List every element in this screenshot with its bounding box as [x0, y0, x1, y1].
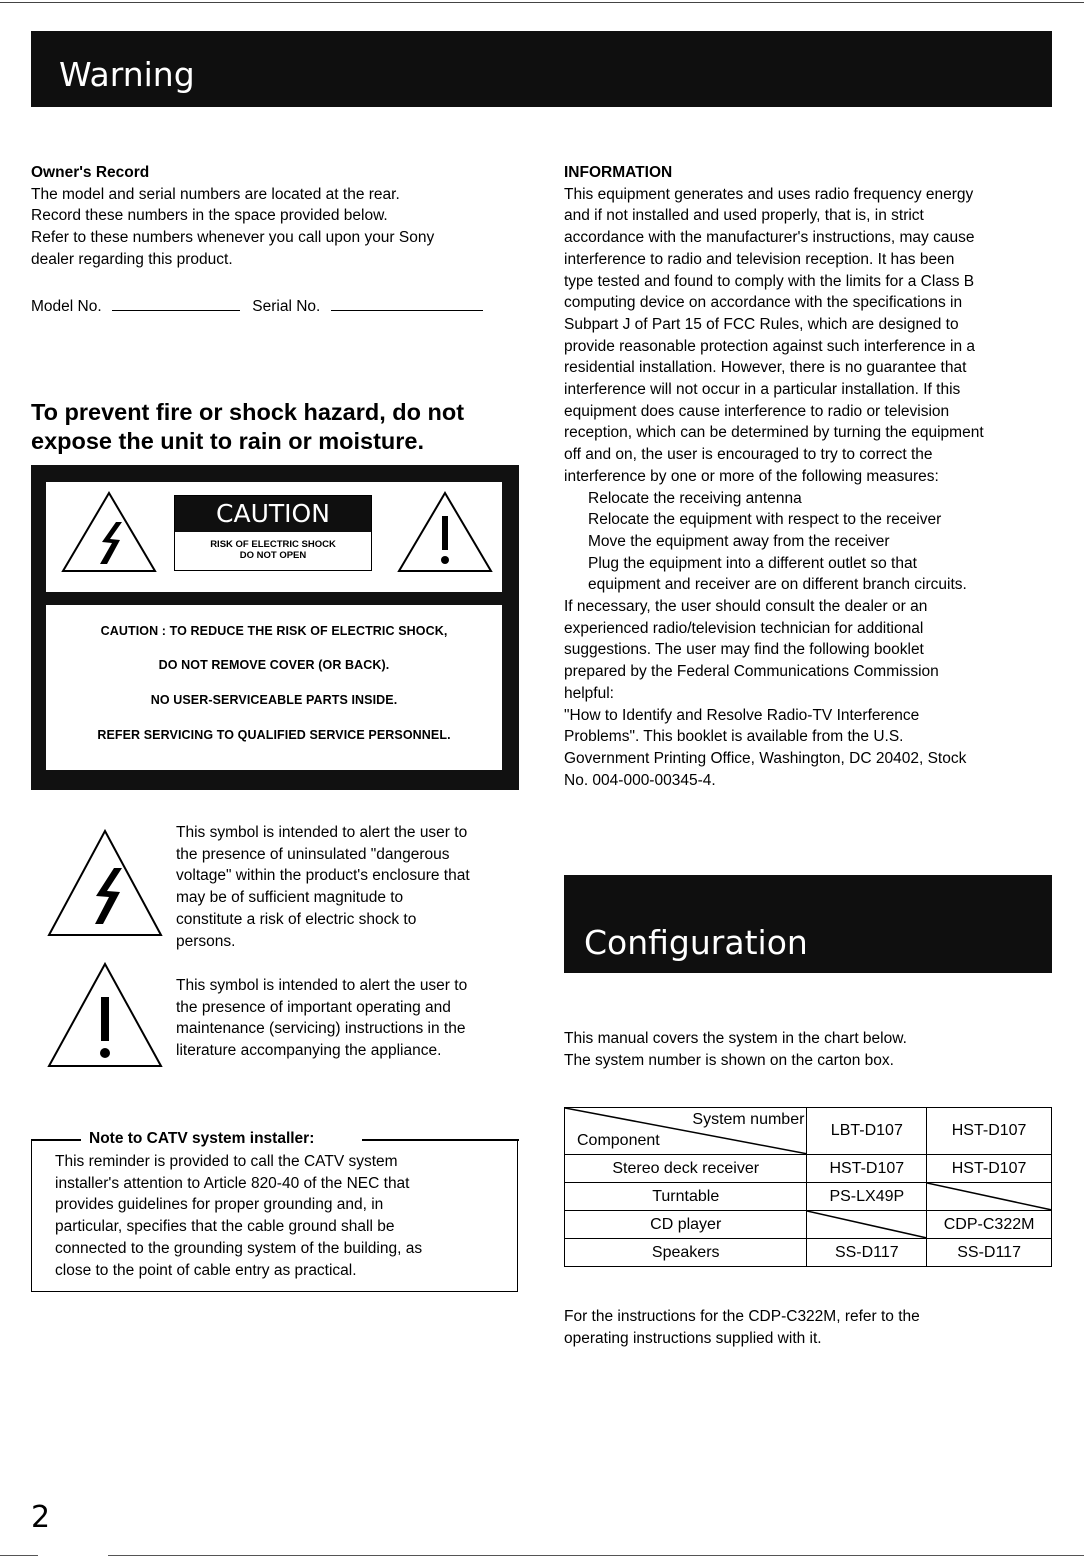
model-serial-row — [31, 296, 531, 318]
information-line: interference by one or more of the following measures: — [564, 467, 939, 485]
top-rule — [0, 2, 1084, 3]
configuration-footer-line: For the instructions for the CDP-C322M, refer to the — [564, 1308, 920, 1325]
configuration-intro-line: The system number is shown on the carton box. — [564, 1051, 894, 1069]
information-line: experienced radio/television technician for additional — [564, 619, 924, 637]
owners-record — [31, 162, 531, 271]
owners-record-line: dealer regarding this product. — [31, 250, 233, 268]
caution-sub2: DO NOT OPEN — [239, 550, 307, 561]
symbol1-line: persons. — [176, 932, 236, 950]
symbol2-description — [176, 975, 521, 1062]
fire-warning — [31, 398, 531, 456]
information-line: Subpart J of Part 15 of FCC Rules, which are designed to — [564, 315, 959, 333]
model-number-blank — [112, 296, 240, 311]
configuration-footer — [564, 1306, 1064, 1349]
symbol2-line: maintenance (servicing) instructions in the — [176, 1020, 466, 1038]
table-header-row — [565, 1108, 1052, 1155]
symbol1-line: This symbol is intended to alert the user to — [176, 824, 468, 841]
information-line: and if not installed and used properly, that is, in strict — [564, 207, 924, 225]
configuration-intro-line: This manual covers the system in the chart below. — [564, 1030, 907, 1047]
table-cell-empty — [927, 1183, 1052, 1211]
information-line: No. 004-000-00345-4. — [564, 771, 716, 789]
serial-label: Serial No. — [252, 298, 321, 315]
information-line: suggestions. The user may find the following booklet — [564, 641, 924, 659]
information-line: Problems". This booklet is available from the U.S. — [564, 728, 904, 746]
caution-line: DO NOT REMOVE COVER (OR BACK). — [158, 658, 390, 672]
configuration-banner-title: Configuration — [584, 923, 808, 962]
catv-note — [31, 1128, 519, 1294]
serial-number-blank — [331, 296, 483, 311]
information-line: If necessary, the user should consult the dealer or an — [564, 598, 928, 616]
symbol1-description — [176, 822, 521, 952]
table-row-component: Speakers — [565, 1239, 807, 1267]
configuration-footer-line: operating instructions supplied with it. — [564, 1329, 822, 1347]
configuration-banner — [564, 875, 1052, 973]
lightning-triangle-icon — [60, 490, 158, 574]
information-line: "How to Identify and Resolve Radio-TV Interference — [564, 706, 920, 724]
caution-label — [31, 465, 519, 790]
exclamation-triangle-icon — [396, 490, 494, 574]
symbol1-line: may be of sufficient magnitude to — [176, 889, 404, 907]
configuration-intro — [564, 1028, 1064, 1071]
table-empty-diagonal — [927, 1183, 1051, 1210]
lightning-triangle-icon — [46, 828, 164, 938]
table-row-component: CD player — [565, 1211, 807, 1239]
information-line: This equipment generates and uses radio frequency energy — [564, 185, 974, 203]
information-line: accordance with the manufacturer's instructions, may cause — [564, 229, 975, 247]
table-empty-diagonal — [807, 1211, 926, 1238]
caution-title: CAUTION — [216, 499, 330, 528]
symbol1-line: the presence of uninsulated "dangerous — [176, 845, 450, 863]
information-heading: INFORMATION — [564, 164, 673, 181]
table-corner-top: System number — [692, 1111, 805, 1128]
table-cell: HST-D107 — [807, 1155, 927, 1183]
owners-record-line: Record these numbers in the space provided below. — [31, 207, 388, 225]
catv-note-line: provides guidelines for proper grounding and, in — [55, 1196, 384, 1214]
table-column-header: HST-D107 — [927, 1108, 1052, 1155]
table-cell: PS-LX49P — [807, 1183, 927, 1211]
warning-banner — [31, 31, 1052, 107]
information-line: provide reasonable protection against such interference in a — [564, 337, 976, 355]
information-line: interference to radio and television reception. It has been — [564, 250, 955, 268]
bottom-rule — [108, 1555, 1084, 1556]
information-measure: equipment and receiver are on different branch circuits. — [588, 576, 967, 594]
information-line: prepared by the Federal Communications Commission — [564, 663, 939, 681]
symbol2-line: literature accompanying the appliance. — [176, 1042, 442, 1060]
information-line: helpful: — [564, 684, 614, 702]
owners-record-line: The model and serial numbers are located at the rear. — [31, 185, 400, 203]
exclamation-triangle-icon — [46, 961, 164, 1069]
symbol2-line: the presence of important operating and — [176, 998, 451, 1016]
caution-line: CAUTION : TO REDUCE THE RISK OF ELECTRIC SHOCK, — [100, 624, 448, 638]
caution-symbol-area — [46, 482, 502, 592]
table-column-header: LBT-D107 — [807, 1108, 927, 1155]
symbol2-line: This symbol is intended to alert the user to — [176, 977, 468, 994]
caution-line: NO USER-SERVICEABLE PARTS INSIDE. — [150, 693, 398, 707]
table-cell-empty — [807, 1211, 927, 1239]
caution-sub1: RISK OF ELECTRIC SHOCK — [210, 539, 336, 550]
page-number: 2 — [31, 1500, 51, 1535]
information-measure: Relocate the equipment with respect to the receiver — [588, 511, 942, 529]
catv-note-line: close to the point of cable entry as practical. — [55, 1261, 357, 1279]
caution-text-area — [46, 605, 502, 770]
information-line: residential installation. However, there is no guarantee that — [564, 359, 967, 377]
information-measure: Plug the equipment into a different outlet so that — [588, 554, 917, 572]
catv-note-line: connected to the grounding system of the building, as — [55, 1239, 423, 1257]
table-cell: SS-D117 — [807, 1239, 927, 1267]
catv-note-line: installer's attention to Article 820-40 of the NEC that — [55, 1174, 410, 1192]
caution-title-box — [174, 495, 372, 571]
table-row — [565, 1211, 1052, 1239]
catv-note-body — [55, 1151, 515, 1281]
model-label: Model No. — [31, 298, 102, 315]
information-line: equipment does cause interference to radio or television — [564, 402, 950, 420]
fire-warning-line2: expose the unit to rain or moisture. — [31, 428, 425, 454]
table-row-component: Turntable — [565, 1183, 807, 1211]
bottom-rule — [0, 1555, 38, 1556]
table-row-component: Stereo deck receiver — [565, 1155, 807, 1183]
table-cell: CDP-C322M — [927, 1211, 1052, 1239]
table-row — [565, 1155, 1052, 1183]
information-line: reception, which can be determined by turning the equipment — [564, 424, 984, 442]
caution-title-bar — [175, 496, 371, 532]
catv-note-line: This reminder is provided to call the CATV system — [55, 1153, 398, 1170]
warning-banner-title: Warning — [59, 55, 195, 94]
caution-line: REFER SERVICING TO QUALIFIED SERVICE PERSONNEL. — [97, 728, 451, 742]
catv-note-heading: Note to CATV system installer: — [89, 1130, 315, 1147]
symbol1-line: constitute a risk of electric shock to — [176, 910, 417, 928]
information-line: off and on, the user is encouraged to try to correct the — [564, 446, 933, 464]
information-measure: Move the equipment away from the receiver — [588, 532, 890, 550]
information-measure: Relocate the receiving antenna — [588, 489, 802, 507]
table-row — [565, 1239, 1052, 1267]
information-line: computing device on accordance with the specifications in — [564, 294, 963, 312]
information-section — [564, 162, 1064, 791]
table-corner-cell — [565, 1108, 807, 1155]
catv-note-line: particular, specifies that the cable ground shall be — [55, 1218, 395, 1236]
information-line: Government Printing Office, Washington, DC 20402, Stock — [564, 749, 967, 767]
table-corner-bottom: Component — [577, 1132, 660, 1149]
owners-record-line: Refer to these numbers whenever you call upon your Sony — [31, 229, 435, 247]
table-row — [565, 1183, 1052, 1211]
information-line: interference will not occur in a particular installation. If this — [564, 381, 961, 399]
fire-warning-line1: To prevent fire or shock hazard, do not — [31, 399, 465, 425]
configuration-table — [564, 1107, 1052, 1267]
table-cell: SS-D117 — [927, 1239, 1052, 1267]
table-cell: HST-D107 — [927, 1155, 1052, 1183]
information-line: type tested and found to comply with the limits for a Class B — [564, 272, 975, 290]
symbol1-line: voltage" within the product's enclosure that — [176, 867, 470, 885]
owners-record-heading: Owner's Record — [31, 164, 150, 181]
